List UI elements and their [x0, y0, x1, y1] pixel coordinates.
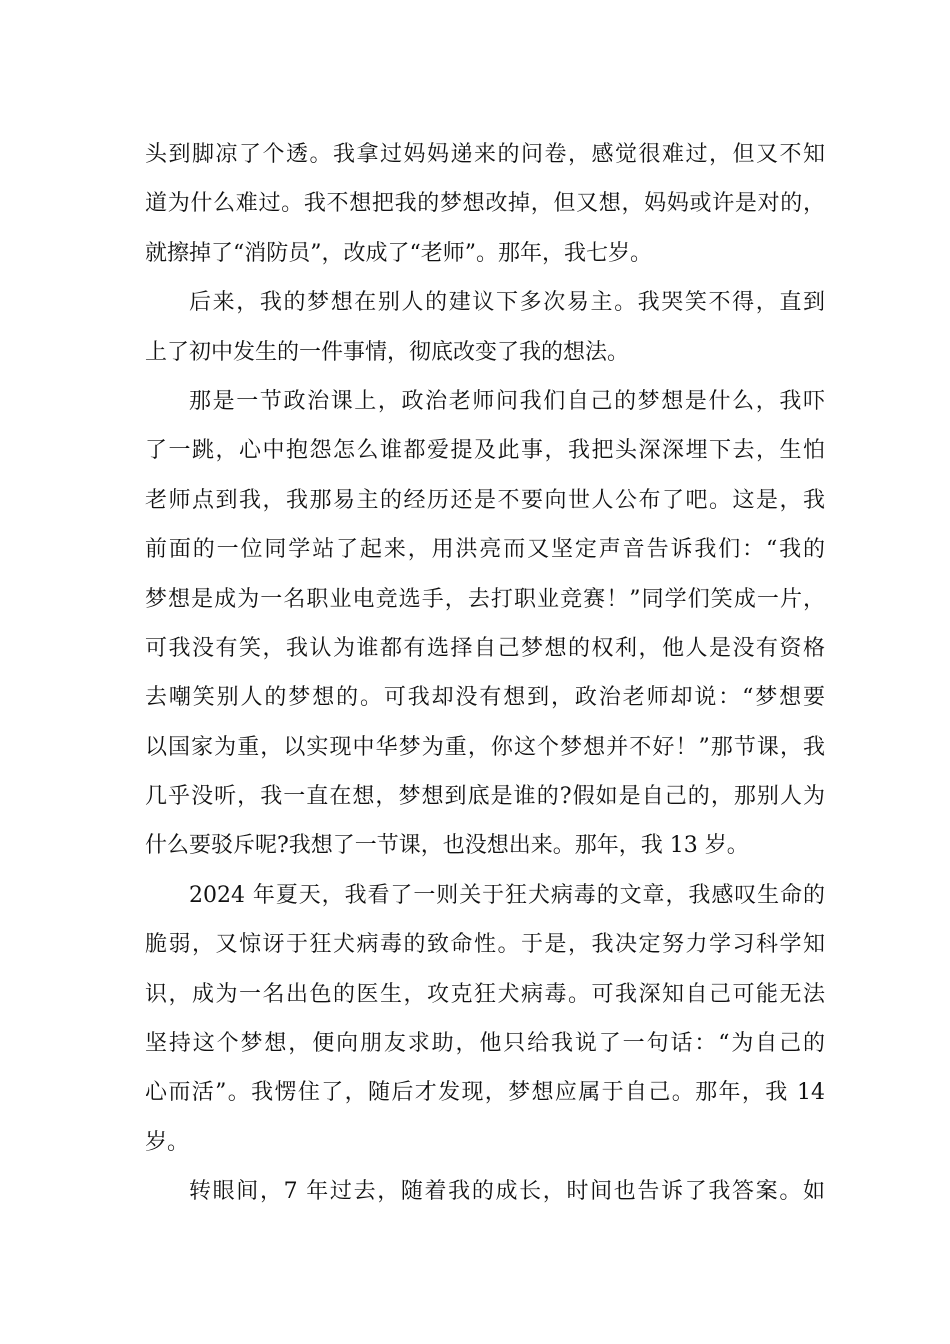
text-line: 岁。	[145, 1129, 190, 1155]
paragraph-first-line: 那是一节政治课上，政治老师问我们自己的梦想是什么，我吓	[189, 388, 825, 414]
text-line: 就擦掉了“消防员”，改成了“老师”。那年，我七岁。	[145, 240, 652, 266]
text-line: 梦想是成为一名职业电竞选手，去打职业竞赛！”同学们笑成一片，	[145, 586, 825, 612]
text-line: 坚持这个梦想，便向朋友求助，他只给我说了一句话：“为自己的	[145, 1031, 825, 1057]
text-line: 去嘲笑别人的梦想的。可我却没有想到，政治老师却说：“梦想要	[145, 685, 825, 711]
body-text	[145, 130, 825, 1217]
paragraph-first-line: 转眼间，7 年过去，随着我的成长，时间也告诉了我答案。如	[189, 1179, 825, 1205]
text-line: 几乎没听，我一直在想，梦想到底是谁的?假如是自己的，那别人为	[145, 784, 825, 810]
text-line: 了一跳，心中抱怨怎么谁都爱提及此事，我把头深深埋下去，生怕	[145, 438, 825, 464]
text-line: 上了初中发生的一件事情，彻底改变了我的想法。	[145, 339, 630, 365]
text-line: 道为什么难过。我不想把我的梦想改掉，但又想，妈妈或许是对的，	[145, 191, 825, 217]
text-line: 头到脚凉了个透。我拿过妈妈递来的问卷，感觉很难过，但又不知	[145, 142, 825, 167]
text-line: 什么要驳斥呢?我想了一节课，也没想出来。那年，我 13 岁。	[145, 833, 749, 859]
text-line: 前面的一位同学站了起来，用洪亮而又坚定声音告诉我们：“我的	[145, 537, 825, 563]
text-line: 识，成为一名出色的医生，攻克狂犬病毒。可我深知自己可能无法	[145, 981, 825, 1007]
text-line: 脆弱，又惊讶于狂犬病毒的致命性。于是，我决定努力学习科学知	[145, 932, 825, 958]
paragraph-first-line: 后来，我的梦想在别人的建议下多次易主。我哭笑不得，直到	[189, 290, 825, 316]
text-line: 以国家为重，以实现中华梦为重，你这个梦想并不好！”那节课，我	[145, 734, 825, 760]
text-line: 可我没有笑，我认为谁都有选择自己梦想的权利，他人是没有资格	[145, 635, 825, 661]
text-line: 老师点到我，我那易主的经历还是不要向世人公布了吧。这是，我	[145, 487, 825, 513]
paragraph-first-line: 2024 年夏天，我看了一则关于狂犬病毒的文章，我感叹生命的	[189, 882, 825, 908]
text-line: 心而活”。我愣住了，随后才发现，梦想应属于自己。那年，我 14	[145, 1080, 825, 1106]
